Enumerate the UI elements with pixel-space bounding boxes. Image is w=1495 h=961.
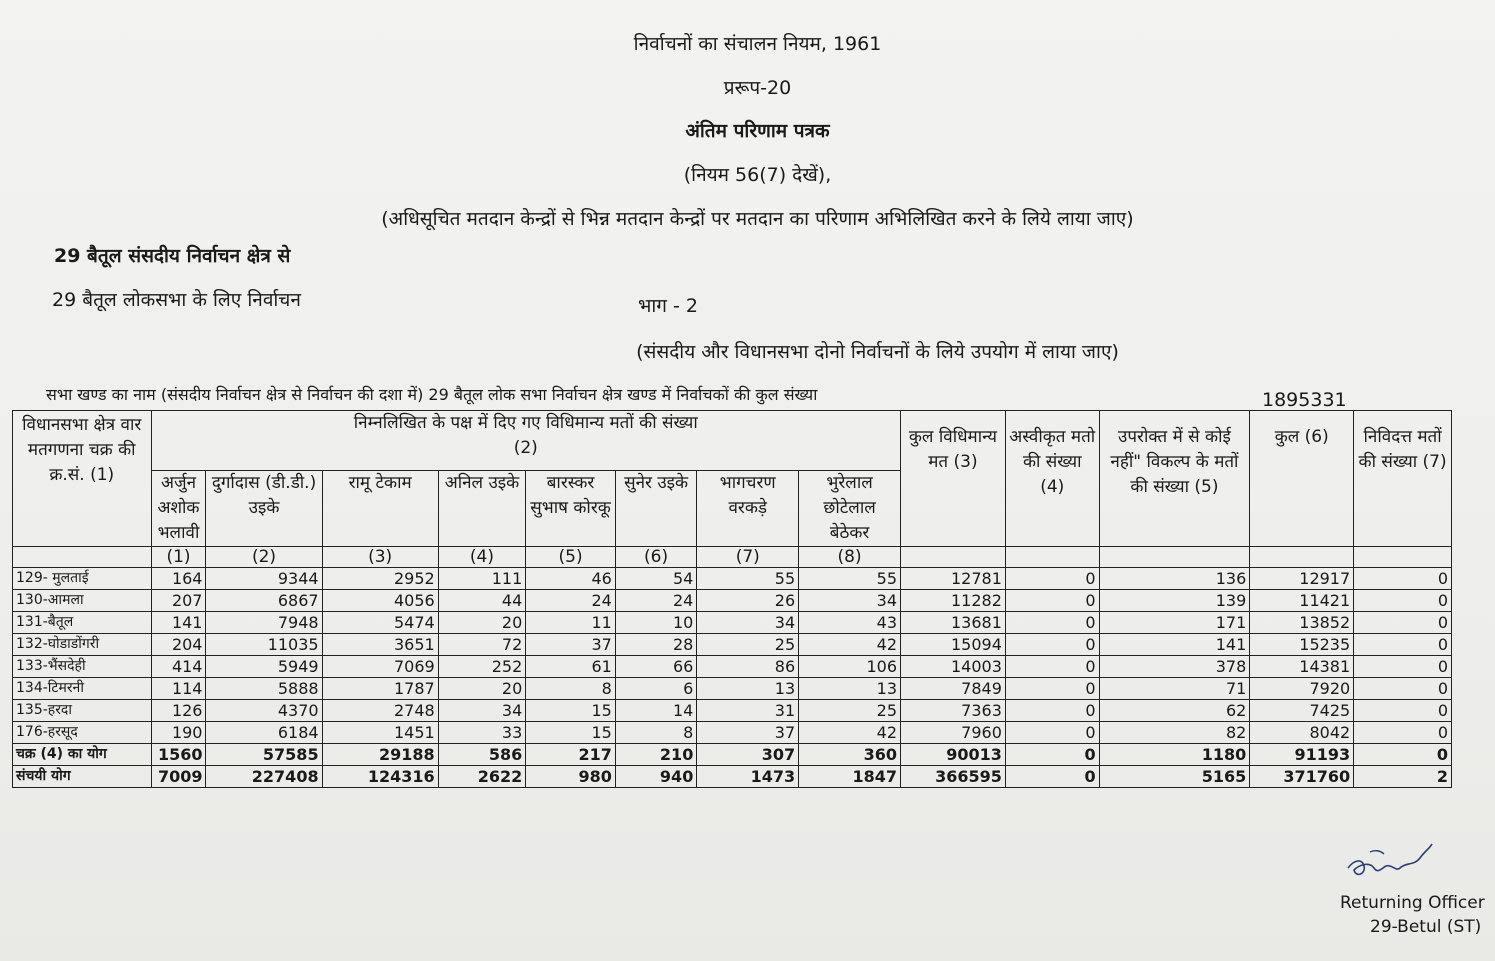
valid-votes-header — [151, 411, 901, 471]
rejected-votes: 0 — [1005, 656, 1099, 678]
candidate-votes: 141 — [151, 612, 206, 634]
election-label: 29 बैतूल लोकसभा के लिए निर्वाचन — [52, 289, 301, 311]
tendered-votes: 0 — [1354, 656, 1452, 678]
candidate-votes: 55 — [697, 568, 799, 590]
candidate-votes: 25 — [697, 634, 799, 656]
row-label: 130-आमला — [13, 590, 152, 612]
candidate-votes: 66 — [615, 656, 696, 678]
candidate-votes: 34 — [799, 590, 901, 612]
page-title: अंतिम परिणाम पत्रक — [685, 120, 830, 142]
total-valid-votes: 11282 — [901, 590, 1006, 612]
nota-votes: 62 — [1099, 700, 1250, 722]
candidate-votes: 980 — [526, 766, 616, 788]
row-label: 135-हरदा — [13, 700, 152, 722]
usage-note: (संसदीय और विधानसभा दोनो निर्वाचनों के लिये उपयोग में लाया जाए) — [636, 341, 1119, 363]
form-number: प्ररूप-20 — [723, 77, 792, 99]
candidate-votes: 33 — [438, 722, 526, 744]
candidate-votes: 124316 — [322, 766, 438, 788]
candidate-votes: 1473 — [697, 766, 799, 788]
candidate-name: भागचरण वरकड़े — [697, 471, 799, 547]
nota-votes: 141 — [1099, 634, 1250, 656]
candidate-votes: 1451 — [322, 722, 438, 744]
candidate-votes: 6867 — [206, 590, 322, 612]
blank-cell — [1354, 547, 1452, 568]
rejected-votes: 0 — [1005, 722, 1099, 744]
tendered-votes: 0 — [1354, 722, 1452, 744]
part-label: भाग - 2 — [638, 295, 698, 317]
candidate-votes: 3651 — [322, 634, 438, 656]
candidate-votes: 29188 — [322, 744, 438, 766]
candidate-votes: 43 — [799, 612, 901, 634]
candidate-votes: 34 — [697, 612, 799, 634]
tendered-votes: 0 — [1354, 678, 1452, 700]
total-votes: 12917 — [1250, 568, 1354, 590]
candidate-votes: 13 — [697, 678, 799, 700]
rejected-votes: 0 — [1005, 568, 1099, 590]
candidate-number: (1) — [151, 547, 206, 568]
candidate-votes: 6 — [615, 678, 696, 700]
candidate-votes: 8 — [526, 678, 616, 700]
candidate-votes: 20 — [438, 678, 526, 700]
candidate-votes: 26 — [697, 590, 799, 612]
candidate-votes: 86 — [697, 656, 799, 678]
candidate-votes: 15 — [526, 722, 616, 744]
row-label: संचयी योग — [13, 766, 152, 788]
candidate-name: बारस्कर सुभाष कोरकू — [526, 471, 616, 547]
total-valid-votes: 7363 — [901, 700, 1006, 722]
tendered-votes: 0 — [1354, 568, 1452, 590]
candidate-votes: 20 — [438, 612, 526, 634]
nota-votes: 136 — [1099, 568, 1250, 590]
total-header: कुल (6) — [1250, 411, 1354, 547]
candidate-votes: 2622 — [438, 766, 526, 788]
candidate-votes: 9344 — [206, 568, 322, 590]
candidate-votes: 227408 — [206, 766, 322, 788]
nota-votes: 378 — [1099, 656, 1250, 678]
candidate-votes: 15 — [526, 700, 616, 722]
candidate-name: दुर्गादास (डी.डी.) उइके — [206, 471, 322, 547]
candidate-votes: 5888 — [206, 678, 322, 700]
total-votes: 7425 — [1250, 700, 1354, 722]
candidate-votes: 4056 — [322, 590, 438, 612]
candidate-votes: 57585 — [206, 744, 322, 766]
candidate-votes: 11 — [526, 612, 616, 634]
total-votes: 15235 — [1250, 634, 1354, 656]
candidate-votes: 7069 — [322, 656, 438, 678]
row-label: चक्र (4) का योग — [13, 744, 152, 766]
candidate-votes: 217 — [526, 744, 616, 766]
candidate-votes: 37 — [697, 722, 799, 744]
candidate-votes: 114 — [151, 678, 206, 700]
total-valid-votes: 14003 — [901, 656, 1006, 678]
blank-cell — [1250, 547, 1354, 568]
blank-cell — [1099, 547, 1250, 568]
candidate-number: (2) — [206, 547, 322, 568]
table-row — [13, 656, 1452, 678]
returning-officer: Returning Officer — [1340, 893, 1485, 913]
total-valid-votes: 366595 — [901, 766, 1006, 788]
rules-heading: निर्वाचनों का संचालन नियम, 1961 — [633, 33, 882, 55]
tendered-votes: 0 — [1354, 744, 1452, 766]
tendered-votes: 2 — [1354, 766, 1452, 788]
row-label: 132-घोडाडोंगरी — [13, 634, 152, 656]
signature — [1340, 838, 1440, 888]
blank-cell — [13, 547, 152, 568]
total-votes: 11421 — [1250, 590, 1354, 612]
total-valid-votes: 13681 — [901, 612, 1006, 634]
constituency-label: 29 बैतूल संसदीय निर्वाचन क्षेत्र से — [54, 245, 291, 267]
candidate-votes: 207 — [151, 590, 206, 612]
candidate-votes: 190 — [151, 722, 206, 744]
form-note: (अधिसूचित मतदान केन्द्रों से भिन्न मतदान केन्द्रों पर मतदान का परिणाम अभिलिखित करने के लिये लाया जाए) — [381, 208, 1134, 230]
candidate-votes: 14 — [615, 700, 696, 722]
candidate-name: अनिल उइके — [438, 471, 526, 547]
valid-votes-num: (2) — [513, 438, 538, 458]
candidate-votes: 24 — [526, 590, 616, 612]
nota-votes: 1180 — [1099, 744, 1250, 766]
candidate-number: (8) — [799, 547, 901, 568]
total-electors-label: सभा खण्ड का नाम (संसदीय निर्वाचन क्षेत्र से निर्वाचन की दशा में) 29 बैतूल लोक सभा निर्वाचन क्षेत्र खण्ड में निर्वाचकों की कुल संख्या — [46, 385, 818, 404]
tendered-votes: 0 — [1354, 612, 1452, 634]
table-row — [13, 612, 1452, 634]
candidate-name: भुरेलाल छोटेलाल बेठेकर — [799, 471, 901, 547]
total-valid-votes: 90013 — [901, 744, 1006, 766]
tendered-votes: 0 — [1354, 700, 1452, 722]
table-row — [13, 634, 1452, 656]
total-valid-votes: 7849 — [901, 678, 1006, 700]
blank-cell — [1005, 547, 1099, 568]
total-valid-header: कुल विधिमान्य मत (3) — [901, 411, 1006, 547]
rule-reference: (नियम 56(7) देखें), — [683, 164, 832, 186]
candidate-votes: 28 — [615, 634, 696, 656]
table-row — [13, 700, 1452, 722]
candidate-votes: 252 — [438, 656, 526, 678]
candidate-votes: 55 — [799, 568, 901, 590]
candidate-votes: 46 — [526, 568, 616, 590]
total-votes: 91193 — [1250, 744, 1354, 766]
candidate-votes: 44 — [438, 590, 526, 612]
total-votes: 371760 — [1250, 766, 1354, 788]
candidate-votes: 31 — [697, 700, 799, 722]
candidate-votes: 940 — [615, 766, 696, 788]
candidate-votes: 126 — [151, 700, 206, 722]
total-votes: 14381 — [1250, 656, 1354, 678]
candidate-votes: 10 — [615, 612, 696, 634]
candidate-votes: 6184 — [206, 722, 322, 744]
total-valid-votes: 15094 — [901, 634, 1006, 656]
row-label: 134-टिमरनी — [13, 678, 152, 700]
candidate-votes: 204 — [151, 634, 206, 656]
candidate-name: अर्जुन अशोक भलावी — [151, 471, 206, 547]
candidate-number: (6) — [615, 547, 696, 568]
candidate-votes: 54 — [615, 568, 696, 590]
candidate-votes: 210 — [615, 744, 696, 766]
candidate-votes: 1787 — [322, 678, 438, 700]
table-row — [13, 678, 1452, 700]
total-valid-votes: 12781 — [901, 568, 1006, 590]
total-row — [13, 744, 1452, 766]
candidate-votes: 61 — [526, 656, 616, 678]
rejected-votes: 0 — [1005, 634, 1099, 656]
candidate-votes: 24 — [615, 590, 696, 612]
rejected-votes: 0 — [1005, 700, 1099, 722]
rejected-votes: 0 — [1005, 612, 1099, 634]
candidate-votes: 586 — [438, 744, 526, 766]
col-serial-header: विधानसभा क्षेत्र वार मतगणना चक्र की क्र.सं. (1) — [13, 411, 152, 547]
candidate-votes: 42 — [799, 722, 901, 744]
rejected-votes: 0 — [1005, 744, 1099, 766]
table-row — [13, 590, 1452, 612]
row-label: 176-हरसूद — [13, 722, 152, 744]
candidate-number: (3) — [322, 547, 438, 568]
valid-votes-title: निम्नलिखित के पक्ष में दिए गए विधिमान्य मतों की संख्या — [353, 413, 698, 433]
rejected-votes: 0 — [1005, 590, 1099, 612]
candidate-number: (7) — [697, 547, 799, 568]
total-votes: 13852 — [1250, 612, 1354, 634]
total-valid-votes: 7960 — [901, 722, 1006, 744]
candidate-votes: 111 — [438, 568, 526, 590]
nota-header: उपरोक्त में से कोई नहीं" विकल्प के मतों की संख्या (5) — [1099, 411, 1250, 547]
nota-votes: 5165 — [1099, 766, 1250, 788]
table-row — [13, 568, 1452, 590]
candidate-votes: 34 — [438, 700, 526, 722]
candidate-votes: 5949 — [206, 656, 322, 678]
candidate-number: (4) — [438, 547, 526, 568]
candidate-votes: 11035 — [206, 634, 322, 656]
candidate-votes: 42 — [799, 634, 901, 656]
tendered-votes: 0 — [1354, 590, 1452, 612]
rejected-header: अस्वीकृत मतो की संख्या (4) — [1005, 411, 1099, 547]
candidate-votes: 25 — [799, 700, 901, 722]
candidate-number: (5) — [526, 547, 616, 568]
total-votes: 8042 — [1250, 722, 1354, 744]
candidate-votes: 7009 — [151, 766, 206, 788]
candidate-votes: 7948 — [206, 612, 322, 634]
candidate-votes: 307 — [697, 744, 799, 766]
total-row — [13, 766, 1452, 788]
row-label: 133-भैंसदेही — [13, 656, 152, 678]
candidate-votes: 13 — [799, 678, 901, 700]
candidate-votes: 414 — [151, 656, 206, 678]
candidate-votes: 37 — [526, 634, 616, 656]
candidate-name: रामू टेकाम — [322, 471, 438, 547]
nota-votes: 171 — [1099, 612, 1250, 634]
row-label: 131-बैतूल — [13, 612, 152, 634]
candidate-votes: 72 — [438, 634, 526, 656]
blank-cell — [901, 547, 1006, 568]
tendered-header: निविदत्त मतों की संख्या (7) — [1354, 411, 1452, 547]
officer-constituency: 29-Betul (ST) — [1370, 917, 1482, 937]
nota-votes: 71 — [1099, 678, 1250, 700]
candidate-votes: 1847 — [799, 766, 901, 788]
candidate-votes: 2748 — [322, 700, 438, 722]
candidate-votes: 360 — [799, 744, 901, 766]
candidate-name: सुनेर उइके — [615, 471, 696, 547]
tendered-votes: 0 — [1354, 634, 1452, 656]
candidate-votes: 106 — [799, 656, 901, 678]
total-electors-value: 1895331 — [1262, 389, 1347, 411]
rejected-votes: 0 — [1005, 766, 1099, 788]
row-label: 129- मुलताई — [13, 568, 152, 590]
nota-votes: 139 — [1099, 590, 1250, 612]
candidate-votes: 1560 — [151, 744, 206, 766]
nota-votes: 82 — [1099, 722, 1250, 744]
rejected-votes: 0 — [1005, 678, 1099, 700]
results-table — [12, 410, 1452, 788]
candidate-votes: 5474 — [322, 612, 438, 634]
candidate-votes: 2952 — [322, 568, 438, 590]
candidate-votes: 164 — [151, 568, 206, 590]
candidate-votes: 8 — [615, 722, 696, 744]
total-votes: 7920 — [1250, 678, 1354, 700]
candidate-votes: 4370 — [206, 700, 322, 722]
table-row — [13, 722, 1452, 744]
